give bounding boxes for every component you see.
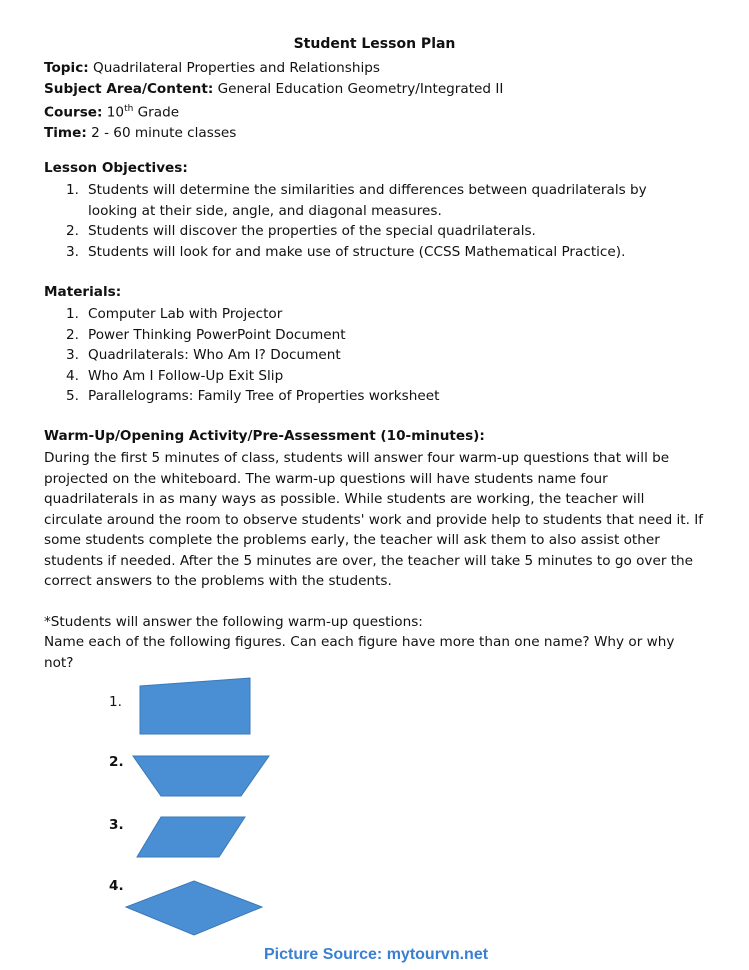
figure-2-label: 2. [109, 754, 124, 770]
objective-number: 3. [66, 243, 79, 260]
subject-label: Subject Area/Content: [44, 80, 214, 97]
figure-1-label: 1. [109, 694, 122, 710]
material-text: Who Am I Follow-Up Exit Slip [88, 367, 284, 384]
objectives-list [44, 180, 684, 262]
figure-4-label: 4. [109, 878, 124, 894]
material-number: 5. [66, 388, 79, 404]
material-item [44, 304, 684, 325]
objective-number: 2. [66, 223, 79, 239]
material-text: Parallelograms: Family Tree of Properties worksheet [88, 388, 440, 404]
material-item [44, 386, 684, 407]
figure-3-shape [135, 815, 247, 859]
time-line [44, 123, 503, 144]
time-value: 2 - 60 minute classes [91, 125, 237, 142]
time-label: Time: [44, 125, 87, 142]
subject-value: General Education Geometry/Integrated II [217, 80, 504, 97]
questions-intro: *Students will answer the following warm-up questions: [44, 614, 423, 630]
objective-item [44, 180, 684, 221]
objective-item [44, 221, 684, 242]
course-line [44, 99, 503, 123]
parallelogram-shape [137, 817, 245, 857]
objectives-heading: Lesson Objectives: [44, 160, 188, 176]
material-number: 1. [66, 306, 79, 322]
material-text: Computer Lab with Projector [88, 306, 283, 322]
isosceles-trapezoid-shape [133, 756, 269, 796]
picture-source-caption: Picture Source: mytourvn.net [264, 946, 489, 963]
trapezoid-shape [140, 678, 250, 734]
figure-4-shape [124, 879, 264, 939]
rhombus-shape [126, 881, 262, 935]
lesson-meta [44, 58, 503, 144]
objective-number: 1. [66, 182, 79, 198]
material-item [44, 345, 684, 366]
topic-line [44, 58, 503, 79]
subject-line [44, 79, 503, 100]
material-item [44, 325, 684, 346]
warmup-body: During the first 5 minutes of class, students will answer four warm-up questions that will be projected on the whiteboard. The warm-up questions will have students name four quadrilaterals in as many ways as possible. While students are working, the teacher will circulate around the room to observe students' work and provide help to students that need it. If some students complete the problems early, the teacher will ask them to also assist other students if needed. After the 5 minutes are over, the teacher will take 5 minutes to go over the correct answers to the problems with the students. [44, 450, 704, 589]
page-title: Student Lesson Plan [293, 36, 456, 52]
materials-heading: Materials: [44, 284, 122, 300]
topic-label: Topic: [44, 60, 89, 76]
questions-prompt: Name each of the following figures. Can each figure have more than one name? Why or why not? [44, 634, 675, 671]
course-number: 10 [106, 104, 125, 121]
warmup-heading: Warm-Up/Opening Activity/Pre-Assessment (10-minutes): [44, 428, 485, 444]
material-text: Quadrilaterals: Who Am I? Document [88, 347, 341, 363]
topic-value: Quadrilateral Properties and Relationships [93, 60, 380, 76]
material-text: Power Thinking PowerPoint Document [88, 326, 346, 343]
material-number: 2. [66, 326, 79, 343]
objective-text: Students will discover the properties of the special quadrilaterals. [88, 223, 536, 239]
course-label: Course: [44, 104, 103, 121]
figure-3-label: 3. [109, 817, 124, 833]
material-number: 4. [66, 367, 79, 384]
materials-list [44, 304, 684, 407]
material-item [44, 366, 684, 387]
figure-1-shape [136, 676, 254, 738]
material-number: 3. [66, 347, 79, 363]
objective-item [44, 242, 684, 263]
objective-text: Students will determine the similarities and differences between quadrilaterals by looking at their side, angle, and diagonal measures. [88, 182, 647, 219]
objective-text: Students will look for and make use of structure (CCSS Mathematical Practice). [88, 243, 626, 260]
course-grade: Grade [133, 104, 180, 121]
course-suffix: th [124, 104, 134, 114]
figure-2-shape [131, 754, 273, 800]
